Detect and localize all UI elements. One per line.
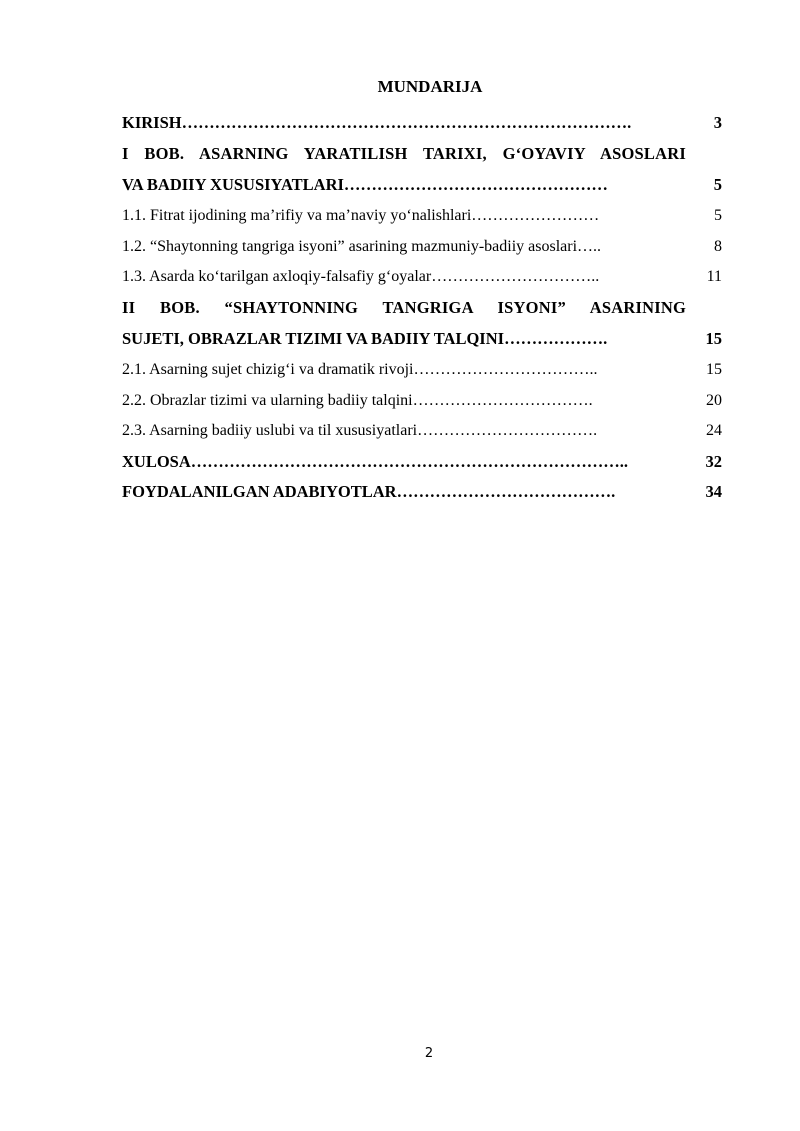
toc-dot-leader: ……………….	[504, 329, 608, 348]
toc-dot-leader: …………………………….	[417, 422, 598, 439]
toc-entry-label: 2.3. Asarning badiiy uslubi va til xususiyatlari	[122, 422, 418, 439]
toc-dot-leader: ……………………	[471, 207, 600, 224]
toc-entry-label: 1.1. Fitrat ijodining ma’rifiy va ma’naviy yo‘nalishlari	[122, 207, 472, 224]
toc-entry-label: I BOB. ASARNING YARATILISH TARIXI, G‘OYAVIY ASOSLARI	[122, 143, 686, 163]
toc-chapter-2-title-line[interactable]	[122, 293, 686, 324]
toc-dot-leader: …..	[577, 237, 602, 255]
toc-entry-label: VA BADIIY XUSUSIYATLARI	[122, 175, 344, 194]
toc-entry-introduction[interactable]	[122, 108, 722, 139]
toc-page-number: 15	[705, 329, 722, 348]
toc-entry-references[interactable]	[122, 477, 722, 508]
toc-entry-label: 2.2. Obrazlar tizimi va ularning badiiy talqini	[122, 391, 413, 409]
toc-dot-leader: ……………………………………………………………………….	[181, 113, 632, 132]
toc-entry-label: 1.2. “Shaytonning tangriga isyoni” asarining mazmuniy-badiiy asoslari	[122, 237, 578, 255]
toc-chapter-2[interactable]	[122, 323, 722, 355]
toc-page-number: 11	[706, 268, 722, 285]
toc-entry-label: SUJETI, OBRAZLAR TIZIMI VA BADIIY TALQINI	[122, 329, 505, 348]
toc-entry-label: XULOSA	[122, 451, 191, 471]
toc-section-2-2[interactable]	[122, 386, 722, 417]
toc-page-number: 24	[706, 422, 722, 439]
toc-chapter-1[interactable]	[122, 169, 722, 201]
toc-page-number: 34	[705, 482, 722, 501]
toc-page-number: 8	[714, 237, 722, 255]
toc-dot-leader: …………………………..	[431, 268, 600, 285]
toc-entry-label: 1.3. Asarda ko‘tarilgan axloqiy-falsafiy g‘oyalar	[122, 268, 432, 285]
toc-page-number: 3	[713, 113, 722, 132]
toc-dot-leader: ………………………………….	[396, 482, 616, 501]
toc-entry-conclusion[interactable]	[122, 447, 722, 478]
toc-section-1-2[interactable]	[122, 232, 722, 263]
toc-page-number: 5	[714, 207, 722, 224]
toc-entry-label: 2.1. Asarning sujet chizig‘i va dramatik rivoji	[122, 361, 414, 378]
toc-chapter-1-title-line[interactable]	[122, 139, 686, 170]
toc-page-number: 32	[705, 451, 722, 471]
toc-dot-leader: ……………………………………………………………………..	[190, 451, 629, 471]
toc-page-number: 20	[706, 391, 722, 409]
toc-section-1-1[interactable]	[122, 201, 722, 232]
toc-heading: MUNDARIJA	[377, 77, 483, 96]
toc-dot-leader: …………………………………………	[343, 175, 608, 194]
page-number: 2	[424, 1046, 434, 1061]
toc-section-2-3[interactable]	[122, 416, 722, 447]
table-of-contents	[122, 108, 722, 508]
toc-section-1-3[interactable]	[122, 262, 722, 293]
toc-dot-leader: …………………………….	[412, 391, 593, 409]
toc-entry-label: KIRISH	[122, 113, 182, 132]
toc-page-number: 15	[706, 361, 722, 378]
toc-entry-label: FOYDALANILGAN ADABIYOTLAR	[122, 482, 397, 501]
toc-section-2-1[interactable]	[122, 355, 722, 386]
toc-page-number: 5	[713, 175, 722, 194]
toc-dot-leader: ……………………………..	[413, 361, 598, 378]
toc-entry-label: II BOB. “SHAYTONNING TANGRIGA ISYONI” ASARINING	[122, 297, 686, 317]
